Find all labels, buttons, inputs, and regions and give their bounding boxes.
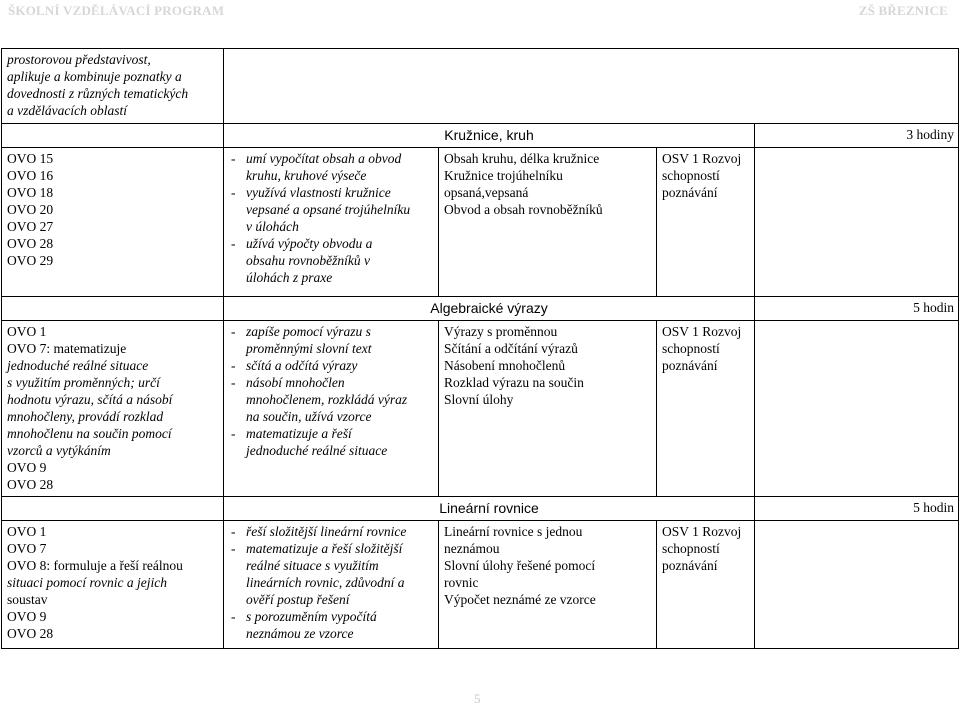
osv-line: OSV 1 Rozvoj — [662, 324, 742, 339]
osv-line: schopností — [662, 168, 720, 183]
section-content-row — [2, 521, 959, 649]
section-header-empty — [2, 124, 224, 148]
outcomes-cell — [224, 521, 439, 649]
ovo-line: hodnotu výrazu, sčítá a násobí — [7, 392, 173, 407]
intro-row — [2, 49, 959, 124]
ovo-line: s využitím proměnných; určí — [7, 375, 160, 390]
outcome-line: obsahu rovnoběžníků v — [246, 253, 370, 268]
topic-line: Násobení mnohočlenů — [444, 358, 566, 373]
outcome-line: lineárních rovnic, zdůvodní a — [246, 575, 405, 590]
outcome-line: neznámou ze vzorce — [246, 626, 354, 641]
notes-cell — [755, 521, 959, 649]
ovo-line: OVO 28 — [7, 626, 54, 641]
header-school-program: ŠKOLNÍ VZDĚLÁVACÍ PROGRAM — [8, 3, 225, 18]
intro-line: prostorovou představivost, — [7, 52, 151, 67]
page-number: 5 — [474, 691, 481, 706]
notes-cell — [755, 321, 959, 497]
topic-line: Kružnice trojúhelníku — [444, 168, 563, 183]
ovo-cell — [2, 521, 224, 649]
ovo-line: OVO 29 — [7, 253, 54, 268]
outcome-item: - násobí mnohočlen — [231, 375, 345, 390]
ovo-line: OVO 9 — [7, 609, 47, 624]
cross-topics-cell — [657, 521, 755, 649]
curriculum-table — [1, 48, 959, 649]
topics-cell — [439, 521, 657, 649]
outcomes-cell — [224, 148, 439, 297]
topic-line: Sčítání a odčítání výrazů — [444, 341, 578, 356]
outcome-line: v úlohách — [246, 219, 299, 234]
ovo-line: OVO 1 — [7, 524, 47, 539]
section-title: Kružnice, kruh — [224, 124, 755, 148]
ovo-line: OVO 7 — [7, 541, 47, 556]
topic-line: Obsah kruhu, délka kružnice — [444, 151, 600, 166]
topic-line: Rozklad výrazu na součin — [444, 375, 584, 390]
topic-line: opsaná,vepsaná — [444, 185, 529, 200]
osv-line: schopností — [662, 341, 720, 356]
outcome-line: úlohách z praxe — [246, 270, 333, 285]
section-title: Algebraické výrazy — [224, 297, 755, 321]
outcome-line: kruhu, kruhové výseče — [246, 168, 367, 183]
ovo-line: mnohočlenu na součin pomocí — [7, 426, 172, 441]
intro-line: dovednosti z různých tematických — [7, 86, 189, 101]
section-header-row — [2, 497, 959, 521]
topic-line: neznámou — [444, 541, 500, 556]
ovo-line: OVO 20 — [7, 202, 54, 217]
outcome-item: - umí vypočítat obsah a obvod — [231, 151, 402, 166]
ovo-line: OVO 8: formuluje a řeší reálnou — [7, 558, 183, 573]
outcome-line: ověří postup řešení — [246, 592, 350, 607]
section-header-row — [2, 297, 959, 321]
osv-line: poznávání — [662, 558, 718, 573]
outcome-item: - matematizuje a řeší — [231, 426, 352, 441]
ovo-line: OVO 18 — [7, 185, 54, 200]
osv-line: poznávání — [662, 358, 718, 373]
outcome-line: proměnnými slovní text — [246, 341, 372, 356]
section-title: Lineární rovnice — [224, 497, 755, 521]
outcome-line: mnohočlenem, rozkládá výraz — [246, 392, 408, 407]
ovo-line: jednoduché reálné situace — [7, 358, 149, 373]
ovo-line: OVO 16 — [7, 168, 54, 183]
osv-line: OSV 1 Rozvoj — [662, 524, 742, 539]
topic-line: Lineární rovnice s jednou — [444, 524, 583, 539]
osv-line: poznávání — [662, 185, 718, 200]
section-header-row — [2, 124, 959, 148]
outcome-line: na součin, užívá vzorce — [246, 409, 372, 424]
topic-line: Výpočet neznámé ze vzorce — [444, 592, 596, 607]
outcome-item: - užívá výpočty obvodu a — [231, 236, 373, 251]
outcome-line: vepsané a opsané trojúhelníku — [246, 202, 411, 217]
topic-line: Slovní úlohy řešené pomocí — [444, 558, 596, 573]
ovo-line: OVO 7: matematizuje — [7, 341, 127, 356]
section-hours: 3 hodiny — [755, 124, 959, 148]
ovo-line: OVO 15 — [7, 151, 54, 166]
outcome-item: - řeší složitější lineární rovnice — [231, 524, 407, 539]
topic-line: Slovní úlohy — [444, 392, 514, 407]
outcomes-cell — [224, 321, 439, 497]
header-school-name: ZŠ BŘEZNICE — [858, 3, 948, 18]
intro-empty-cell — [224, 49, 959, 124]
ovo-line: OVO 1 — [7, 324, 47, 339]
intro-cell — [2, 49, 224, 124]
ovo-line: vzorců a vytýkáním — [7, 443, 111, 458]
section-hours: 5 hodin — [755, 297, 959, 321]
section-content-row — [2, 148, 959, 297]
ovo-cell — [2, 321, 224, 497]
topics-cell — [439, 148, 657, 297]
section-header-empty — [2, 497, 224, 521]
ovo-line: mnohočleny, provádí rozklad — [7, 409, 164, 424]
intro-line: a vzdělávacích oblastí — [7, 103, 127, 118]
section-content-row — [2, 321, 959, 497]
outcome-item: - využívá vlastnosti kružnice — [231, 185, 391, 200]
section-hours: 5 hodin — [755, 497, 959, 521]
outcome-item: - s porozuměním vypočítá — [231, 609, 377, 624]
outcome-item: - sčítá a odčítá výrazy — [231, 358, 358, 373]
notes-cell — [755, 148, 959, 297]
section-header-empty — [2, 297, 224, 321]
outcome-line: reálné situace s využitím — [246, 558, 379, 573]
topic-line: Obvod a obsah rovnoběžníků — [444, 202, 603, 217]
cross-topics-cell — [657, 148, 755, 297]
ovo-line: OVO 27 — [7, 219, 54, 234]
outcome-line: jednoduché reálné situace — [246, 443, 388, 458]
ovo-line: OVO 28 — [7, 477, 54, 492]
outcome-item: - matematizuje a řeší složitější — [231, 541, 403, 556]
cross-topics-cell — [657, 321, 755, 497]
ovo-line: situaci pomocí rovnic a jejich — [7, 575, 167, 590]
intro-line: aplikuje a kombinuje poznatky a — [7, 69, 182, 84]
topics-cell — [439, 321, 657, 497]
topic-line: Výrazy s proměnnou — [444, 324, 558, 339]
topic-line: rovnic — [444, 575, 479, 590]
ovo-line: soustav — [7, 592, 48, 607]
ovo-cell — [2, 148, 224, 297]
osv-line: OSV 1 Rozvoj — [662, 151, 742, 166]
outcome-item: - zapíše pomocí výrazu s — [231, 324, 371, 339]
ovo-line: OVO 9 — [7, 460, 47, 475]
osv-line: schopností — [662, 541, 720, 556]
ovo-line: OVO 28 — [7, 236, 54, 251]
